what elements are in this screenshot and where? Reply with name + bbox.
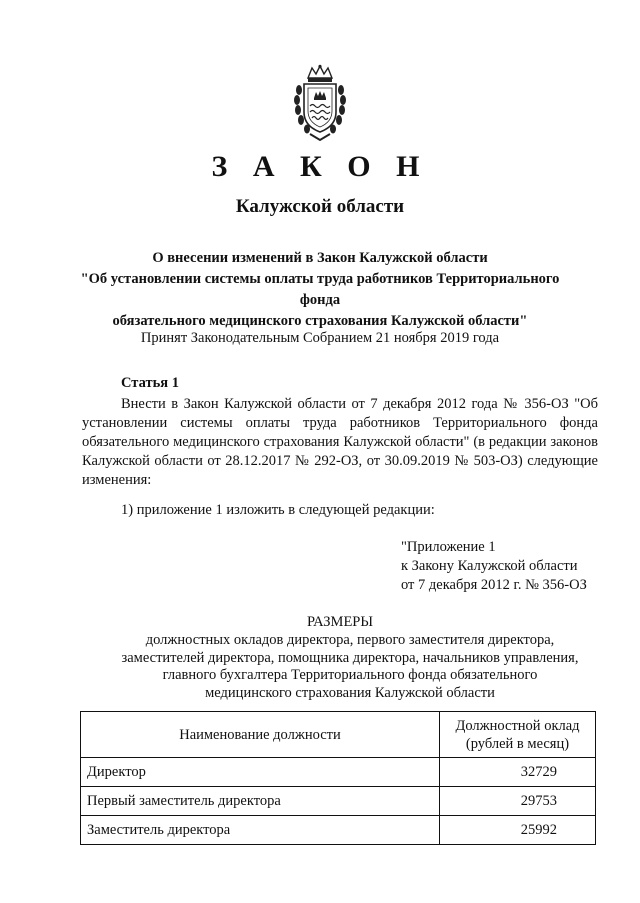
sizes-description (70, 632, 630, 702)
document-subtitle: Калужской области (235, 196, 405, 217)
article-paragraph-text: Внести в Закон Калужской области от 7 декабря 2012 года № 356-ОЗ "Об установлении системы оплаты труда работников Территориального фонда обязательного медицинского страхования Калужской области" (в редакции законов Калужской области от 28.12.2017 № 292-ОЗ, от 30.09.2019 № 503-ОЗ) следующие изменения: (82, 396, 598, 488)
position-cell: Первый заместитель директора (81, 787, 440, 816)
sizes-line: заместителей директора, помощника директора, начальников управления, (121, 649, 579, 666)
table-row (81, 758, 596, 787)
adoption-note: Принят Законодательным Собранием 21 ноября 2019 года (140, 330, 500, 346)
sizes-line: должностных окладов директора, первого заместителя директора, (145, 632, 555, 648)
law-title-line: обязательного медицинского страхования Калужской области" (112, 313, 528, 329)
sizes-line: главного бухгалтера Территориального фонда обязательного (162, 667, 538, 683)
salary-cell: 32729 (440, 758, 596, 787)
salary-cell: 29753 (440, 787, 596, 816)
appendix-line: "Приложение 1 (401, 539, 496, 555)
document-title: З А К О Н (211, 150, 429, 183)
table-row (81, 816, 596, 845)
article-item: 1) приложение 1 изложить в следующей редакции: (121, 502, 435, 518)
sizes-heading: РАЗМЕРЫ (306, 614, 374, 630)
column-header-salary (440, 712, 596, 758)
sizes-line: медицинского страхования Калужской области (205, 684, 495, 701)
article-paragraph (82, 395, 598, 490)
salary-cell: 25992 (440, 816, 596, 845)
position-cell: Директор (81, 758, 440, 787)
law-title (60, 248, 580, 332)
position-cell: Заместитель директора (81, 816, 440, 845)
table-header-row (81, 712, 596, 758)
appendix-line: от 7 декабря 2012 г. № 356-ОЗ (401, 577, 587, 593)
salary-table (80, 711, 596, 845)
column-header-salary-line: Должностной оклад (455, 717, 580, 734)
appendix-reference (401, 538, 587, 595)
column-header-position: Наименование должности (81, 712, 440, 758)
kaluga-coat-of-arms-icon (290, 64, 350, 142)
column-header-salary-line: (рублей в месяц) (465, 735, 570, 752)
appendix-line: к Закону Калужской области (401, 558, 578, 574)
law-title-line: "Об установлении системы оплаты труда работников Территориального фонда (80, 271, 560, 308)
article-heading: Статья 1 (121, 375, 179, 391)
table-row (81, 787, 596, 816)
law-title-line: О внесении изменений в Закон Калужской области (152, 250, 488, 266)
